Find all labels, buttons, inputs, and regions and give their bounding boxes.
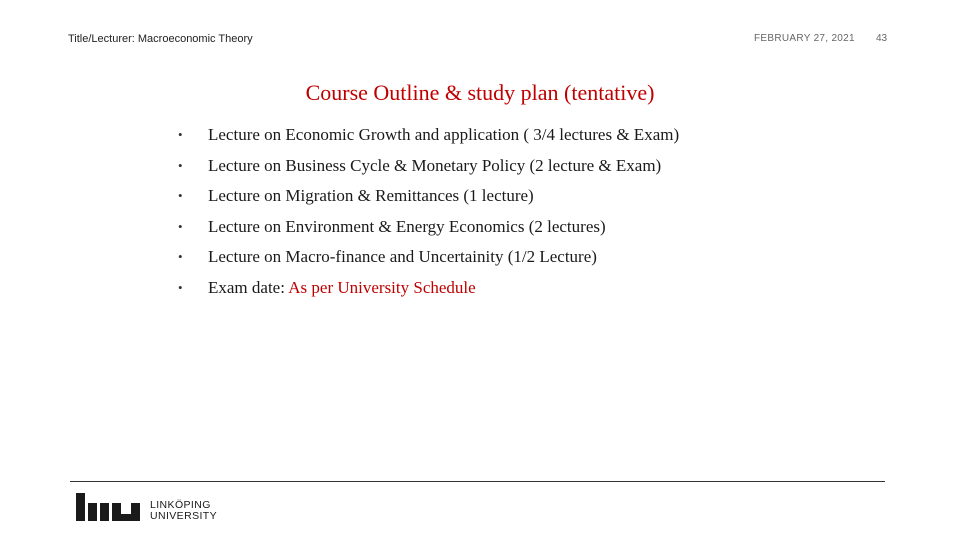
- footer-divider: [70, 481, 885, 482]
- bullet-dot: •: [178, 218, 183, 234]
- bullet-text: Lecture on Environment & Energy Economics (2 lectures): [208, 216, 606, 236]
- bullet-item: [178, 151, 679, 182]
- bullet-item: [178, 120, 679, 151]
- bullet-item: [178, 212, 679, 243]
- bullet-dot: •: [178, 279, 183, 295]
- bullet-text: Lecture on Economic Growth and application ( 3/4 lectures & Exam): [208, 125, 680, 144]
- bullet-item-exam-date: [178, 273, 679, 304]
- university-name: [150, 500, 217, 522]
- bullet-dot: •: [178, 249, 183, 265]
- exam-date-label: Exam date:: [208, 277, 289, 297]
- bullet-dot: •: [178, 157, 183, 173]
- bullet-text: Lecture on Business Cycle & Monetary Policy (2 lecture & Exam): [208, 155, 662, 175]
- bullet-text: Lecture on Macro-finance and Uncertainity (1/2 Lecture): [208, 247, 597, 267]
- bullet-dot: •: [178, 188, 183, 204]
- course-label: Title/Lecturer: Macroeconomic Theory: [68, 33, 253, 45]
- bullet-item: [178, 181, 679, 212]
- page-number: 43: [876, 33, 888, 44]
- bullet-list: [178, 120, 679, 304]
- liu-logo-icon: [76, 493, 144, 523]
- exam-date-value: As per University Schedule: [288, 277, 476, 297]
- bullet-text: Lecture on Migration & Remittances (1 lecture): [208, 186, 534, 206]
- bullet-dot: •: [178, 127, 183, 142]
- logo-line1: LINKÖPING: [150, 499, 211, 511]
- slide-title: Course Outline & study plan (tentative): [305, 80, 655, 105]
- logo-line2: UNIVERSITY: [150, 510, 218, 522]
- bullet-item: [178, 242, 679, 273]
- slide-date: FEBRUARY 27, 2021: [754, 33, 855, 44]
